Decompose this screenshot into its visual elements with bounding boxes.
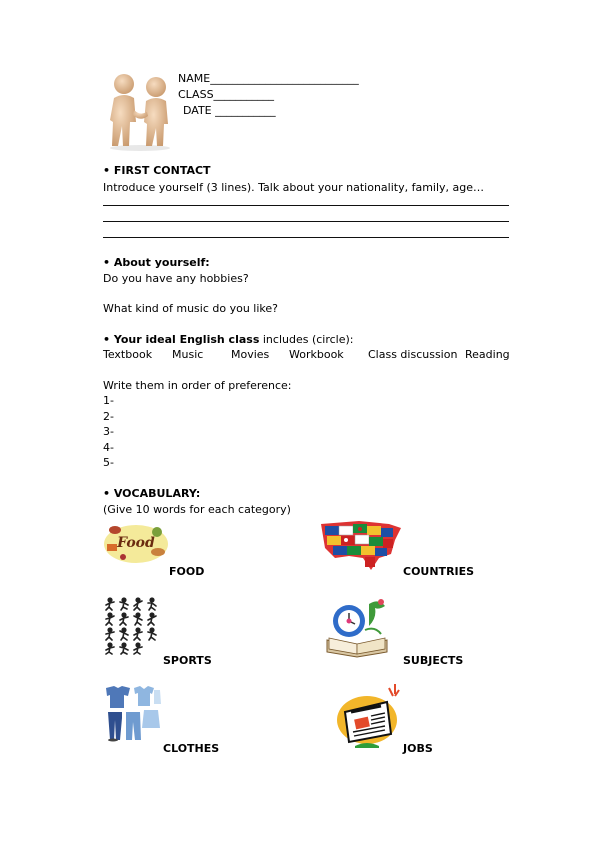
category-clothes-label: CLOTHES	[163, 742, 220, 755]
sports-figures-clipart-image	[104, 597, 162, 655]
option-textbook[interactable]: Textbook	[103, 348, 153, 361]
food-sign-text: Food	[117, 535, 155, 551]
category-countries-label: COUNTRIES	[403, 565, 475, 578]
order-prompt: Write them in order of preference:	[103, 379, 292, 392]
class-field[interactable]: CLASS___________	[178, 88, 275, 101]
name-field[interactable]: NAME___________________________	[178, 72, 359, 85]
countries-flags-clipart-image	[319, 518, 403, 572]
hobbies-question: Do you have any hobbies?	[103, 272, 249, 285]
ideal-class-heading-bold: • Your ideal English class	[103, 333, 260, 346]
music-question: What kind of music do you like?	[103, 302, 279, 315]
writing-line-2[interactable]	[103, 221, 509, 222]
order-item-1[interactable]: 1-	[103, 394, 114, 407]
writing-line-3[interactable]	[103, 237, 509, 238]
handshake-figures-image	[104, 70, 176, 152]
clothes-clipart-image	[104, 684, 162, 742]
vocabulary-instruction: (Give 10 words for each category)	[103, 503, 291, 516]
category-jobs-label: JOBS	[403, 742, 433, 755]
first-contact-heading: • FIRST CONTACT	[103, 164, 211, 177]
about-heading: • About yourself:	[103, 256, 210, 269]
jobs-newspaper-clipart-image	[333, 682, 403, 748]
option-music[interactable]: Music	[172, 348, 204, 361]
option-class-discussion[interactable]: Class discussion	[368, 348, 458, 361]
subjects-book-clipart-image	[325, 596, 391, 658]
first-contact-instruction: Introduce yourself (3 lines). Talk about your nationality, family, age…	[103, 181, 485, 194]
date-field[interactable]: DATE ___________	[183, 104, 276, 117]
order-item-3[interactable]: 3-	[103, 425, 114, 438]
category-subjects-label: SUBJECTS	[403, 654, 464, 667]
option-movies[interactable]: Movies	[231, 348, 270, 361]
option-reading[interactable]: Reading	[465, 348, 510, 361]
option-workbook[interactable]: Workbook	[289, 348, 344, 361]
food-clipart-image	[103, 520, 169, 564]
ideal-class-heading-rest: includes (circle):	[259, 333, 354, 346]
category-sports-label: SPORTS	[163, 654, 212, 667]
order-item-4[interactable]: 4-	[103, 441, 114, 454]
ideal-class-heading	[103, 333, 354, 347]
order-item-2[interactable]: 2-	[103, 410, 114, 423]
order-item-5[interactable]: 5-	[103, 456, 114, 469]
category-food-label: FOOD	[169, 565, 205, 578]
writing-line-1[interactable]	[103, 205, 509, 206]
vocabulary-heading: • VOCABULARY:	[103, 487, 201, 500]
